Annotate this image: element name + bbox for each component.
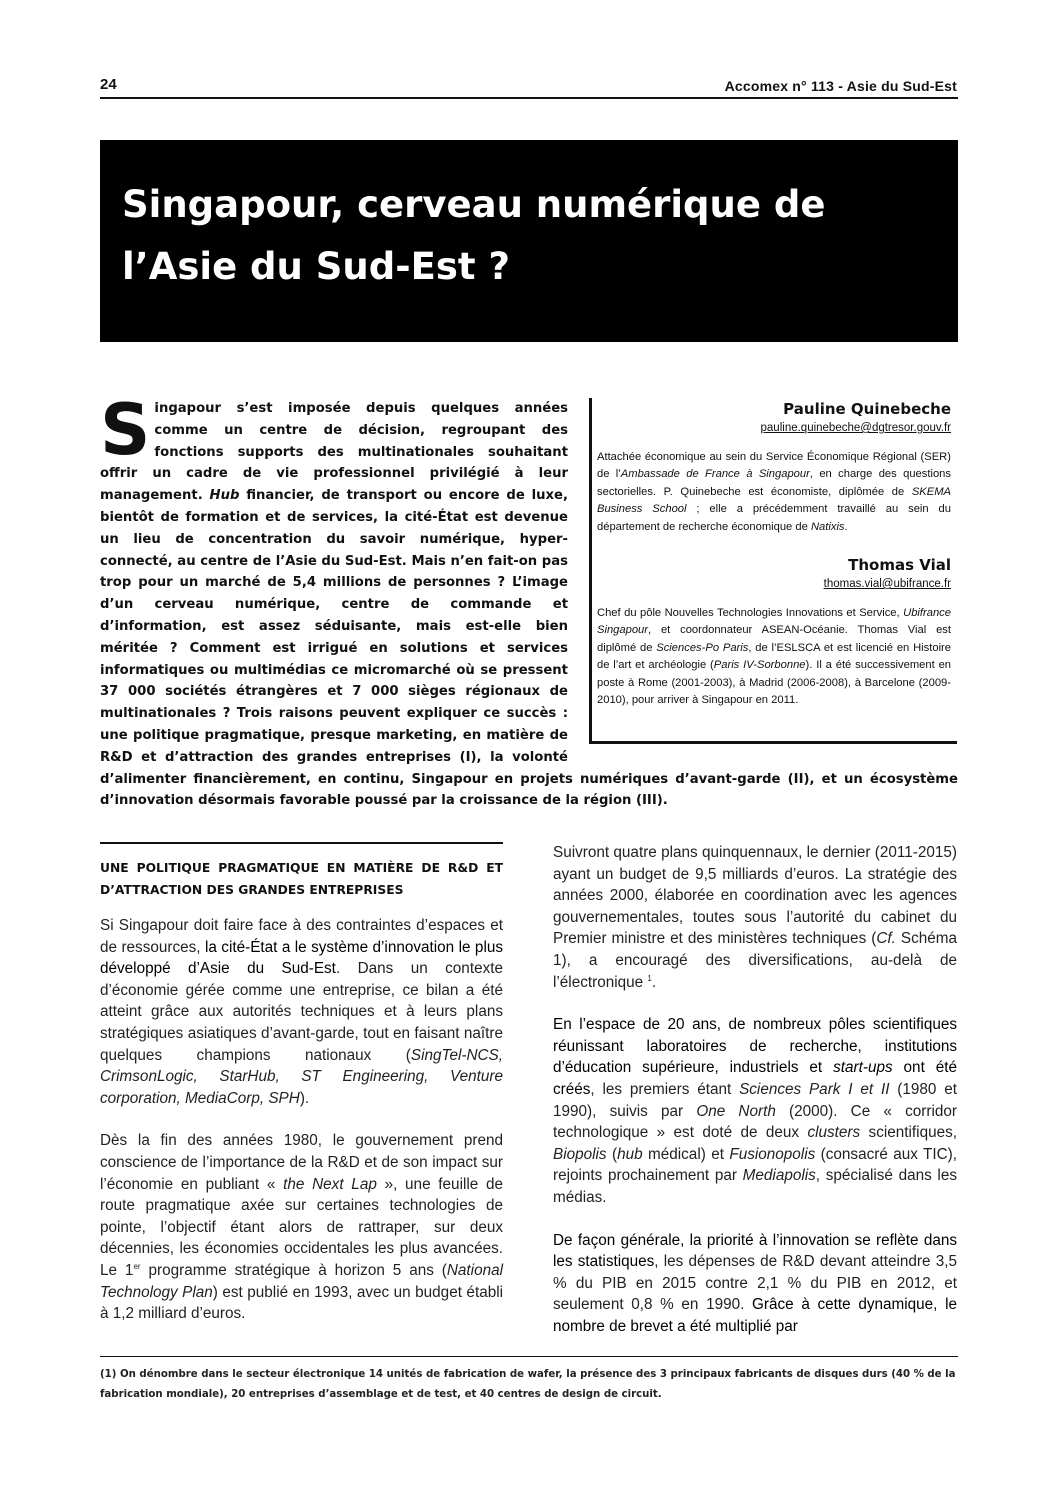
text-run: Natixis: [810, 520, 845, 533]
right-column: [553, 842, 957, 1358]
author-email-link[interactable]: pauline.quinebeche@dgtresor.gouv.fr: [760, 422, 951, 434]
lead-text-2: financier, de transport ou encore de luxe, bientôt de formation et de services, la cité-État est devenue un lieu de concentration du savoir numérique, hyper-connecté, au centre de l’Asie du Sud-Est. Mais n’en fait-on pas trop pour un marché de 5,4 millions de personnes ? L’image d’un cerveau numérique, centre de commande et d’information, est assez séduisante, mais est-elle bien méritée ? Comment est irrigué en solutions et services informatiques ou multimédias ce micromarché où se pressent 37 000 sociétés étrangères et 7 000 sièges régionaux de multinationales ? Trois raisons peuvent expliquer ce succès : une politique pragmatique, presque marketing, en matière de R&D et d’attraction des grandes entreprises (I), la volonté d’alimenter financièrement, en continu, Singapour en projets numériques d’avant-garde (II), et un écosystème d’innovation désormais favorable poussé par la croissance de la région (III).: [100, 488, 958, 809]
text-run: Sciences Park I et II: [739, 1080, 890, 1098]
author-email-link[interactable]: thomas.vial@ubifrance.fr: [823, 578, 951, 591]
text-run: Biopolis: [553, 1145, 607, 1163]
text-run: National Technology Plan: [100, 1261, 503, 1301]
text-run: 1: [647, 973, 652, 983]
text-run: De façon générale, la priorité à l’innovation se reflète dans les statistiques: [553, 1231, 957, 1271]
title-banner: [100, 140, 958, 342]
left-column: [100, 857, 503, 1346]
text-run: Grâce à cette dynamique, le nombre de brevet a été multiplié par: [553, 1296, 957, 1335]
body-paragraph: Dès la fin des années 1980, le gouvernement prend conscience de l’importance de la R&D et de son impact sur l’économie en publiant « the Next Lap », une feuille de route pragmatique axée sur certaines technologies de pointe, l’objectif étant alors de rattraper, sur deux décennies, les économies occidentales les plus avancées. Le 1er programme stratégique à horizon 5 ans (National Technology Plan) est publié en 1993, avec un budget établi à 1,2 milliard d’euros.: [100, 1132, 504, 1323]
text-run: the Next Lap: [283, 1175, 377, 1193]
body-paragraph: En l’espace de 20 ans, de nombreux pôles scientifiques réunissant laboratoires de recherche, institutions d’éducation supérieure, industriels et start-ups ont été créés, les premiers étant Sciences Park I et II (1980 et 1990), suivis par One North (2000). Ce « corridor technologique » est doté de deux clusters scientifiques, Biopolis (hub médical) et Fusionopolis (consacré aux TIC), rejoints prochainement par Mediapolis, spécialisé dans les médias.: [553, 1016, 958, 1206]
text-run: Sciences-Po Paris: [656, 641, 749, 654]
body-paragraph: Suivront quatre plans quinquennaux, le dernier (2011-2015) ayant un budget de 9,5 milliards d’euros. La stratégie des années 2000, élaborée en coordination avec les agences gouvernementales, toutes sous l’autorité du cabinet du Premier ministre et des ministères techniques (Cf. Schéma 1), a encouragé des diversifications, au-delà de l’électronique $^1$.: [553, 844, 957, 991]
text-run: Cf.: [876, 930, 896, 948]
running-title: Accomex n° 113 - Asie du Sud-Est: [724, 78, 957, 94]
text-run: One North: [696, 1102, 776, 1120]
section-rule: [100, 842, 503, 844]
text-run: Paris IV-Sorbonne: [713, 659, 806, 672]
text-run: En l’espace de 20 ans, de nombreux pôles scientifiques réunissant laboratoires de recherche, institutions d’éducation supérieure, industriels et: [553, 1016, 957, 1077]
text-run: la cité-État a le système d’innovation le plus développé d’Asie du Sud-Est: [100, 938, 503, 978]
author-box: [589, 398, 957, 744]
text-run: Ambassade de France à Singapour: [620, 468, 810, 481]
author-name: Pauline Quinebeche: [783, 400, 951, 418]
author-bio: Chef du pôle Nouvelles Technologies Innovations et Service, Ubifrance Singapour, et coordonnateur ASEAN-Océanie. Thomas Vial est diplômé de Sciences-Po Paris, de l’ESLSCA et est licencié en Histoire de l’art et archéologie (Paris IV-Sorbonne). Il a été successivement en poste à Rome (2001-2003), à Madrid (2006-2008), à Barcelone (2009-2010), pour arriver à Singapour en 2011.: [597, 607, 952, 707]
text-run: start-ups: [833, 1059, 893, 1077]
author-name: Thomas Vial: [848, 556, 951, 575]
footnote: (1) On dénombre dans le secteur électronique 14 unités de fabrication de wafer, la présence des 3 principaux fabricants de disques durs (40 % de la fabrication mondiale), 20 entreprises d’assemblage et de test, et 40 centres de design de circuit.: [100, 1369, 956, 1400]
body-paragraph: De façon générale, la priorité à l’innovation se reflète dans les statistiques, les dépenses de R&D devant atteindre 3,5 % du PIB en 2015 contre 2,1 % du PIB en 2012, et seulement 0,8 % en 1990. Grâce à cette dynamique, le nombre de brevet a été multiplié par: [553, 1231, 957, 1335]
text-run: hub: [617, 1145, 643, 1163]
article-title: Singapour, cerveau numérique de l’Asie du Sud-Est ?: [122, 183, 826, 288]
body-paragraph: Si Singapour doit faire face à des contraintes d’espaces et de ressources, la cité-État a le système d’innovation le plus développé d’Asie du Sud-Est. Dans un contexte d’économie gérée comme une entreprise, ce bilan a été atteint grâce aux autorités techniques et à leurs plans stratégiques asiatiques d’avant-garde, tout en faisant naître quelques champions nationaux (SingTel-NCS, CrimsonLogic, StarHub, ST Engineering, Venture corporation, MediaCorp, SPH).: [100, 917, 503, 1107]
text-run: er: [133, 1261, 141, 1271]
page-number: 24: [100, 76, 117, 93]
text-run: ont été créés: [553, 1059, 958, 1098]
header-rule: [100, 97, 958, 99]
text-run: SKEMA Business School: [597, 485, 951, 516]
author-bio: Attachée économique au sein du Service Économique Régional (SER) de l’Ambassade de France à Singapour, en charge des questions sectorielles. P. Quinebeche est économiste, diplômée de SKEMA Business School ; elle a précédemment travaillé au sein du département de recherche économique de Natixis.: [597, 451, 951, 533]
lead-text-1: ingapour s’est imposée depuis quelques années comme un centre de décision, regroupant des fonctions supports des multinationales souhaitant offrir un cadre de vie professionnel privilégié à leur management.: [100, 401, 568, 504]
text-run: Mediapolis: [742, 1167, 816, 1185]
text-run: clusters: [807, 1124, 861, 1142]
footnote-rule: [100, 1356, 958, 1357]
text-run: Ubifrance Singapour: [597, 607, 951, 637]
lead-text-em: Hub: [209, 488, 240, 504]
section-heading: UNE POLITIQUE PRAGMATIQUE EN MATIÈRE DE R&D ET D’ATTRACTION DES GRANDES ENTREPRISES: [100, 861, 503, 897]
text-run: Fusionopolis: [729, 1145, 816, 1163]
drop-cap: S: [100, 389, 151, 471]
text-run: SingTel-NCS, CrimsonLogic, StarHub, ST Engineering, Venture corporation, MediaCorp, SPH: [100, 1046, 503, 1107]
